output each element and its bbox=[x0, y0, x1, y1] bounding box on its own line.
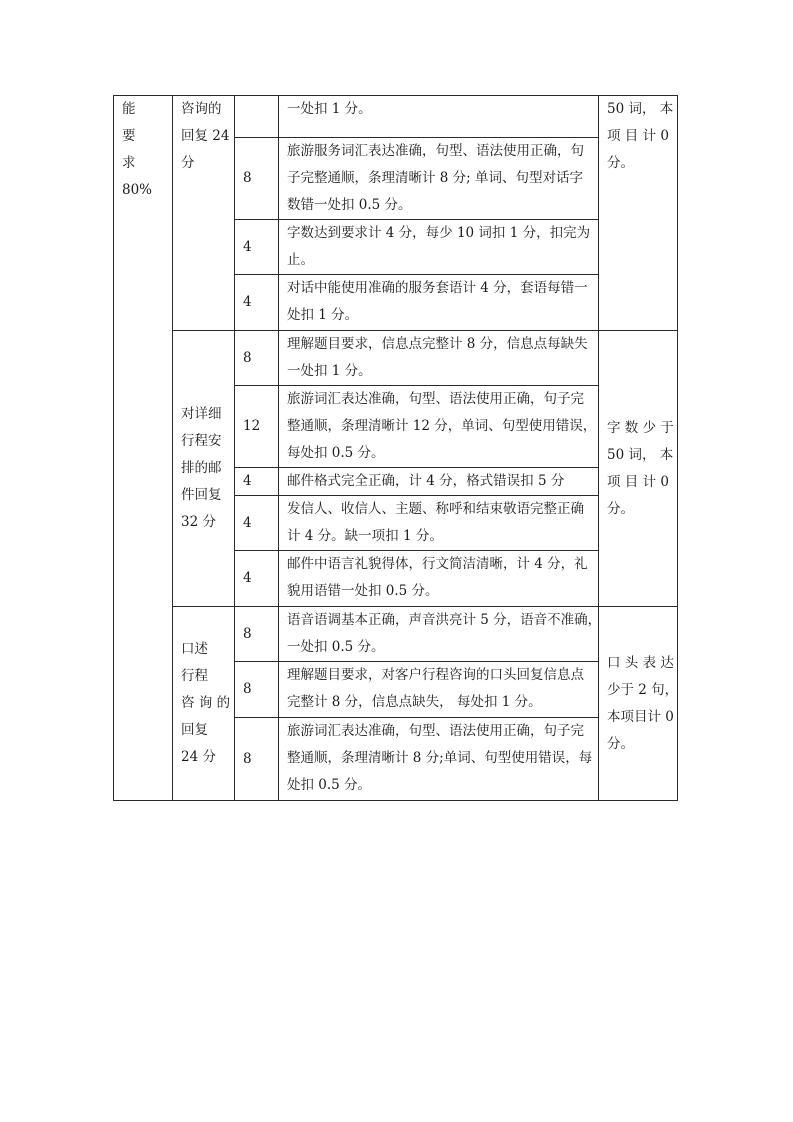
score-cell: 4 bbox=[235, 496, 279, 551]
score-cell: 8 bbox=[235, 718, 279, 801]
table-row bbox=[114, 331, 678, 386]
table-row bbox=[114, 96, 678, 138]
section-note-cell: 字 数 少 于 50 词， 本 项 目 计 0 分。 bbox=[599, 331, 678, 607]
section-title-oral-reply: 口述 行程 咨 询 的 回复 24 分 bbox=[173, 607, 235, 801]
criteria-cell: 理解题目要求，对客户行程咨询的口头回复信息点 完整计 8 分，信息点缺失， 每处扣 1 分。 bbox=[279, 662, 599, 718]
ability-requirement-cell: 能 要 求 80% bbox=[114, 96, 173, 801]
criteria-cell: 语音语调基本正确，声音洪亮计 5 分，语音不准确， 一处扣 0.5 分。 bbox=[279, 607, 599, 662]
criteria-cell: 发信人、收信人、主题、称呼和结束敬语完整正确 计 4 分。缺一项扣 1 分。 bbox=[279, 496, 599, 551]
criteria-cell: 理解题目要求，信息点完整计 8 分，信息点每缺失 一处扣 1 分。 bbox=[279, 331, 599, 386]
score-cell: 4 bbox=[235, 468, 279, 496]
criteria-cell: 旅游词汇表达准确，句型、语法使用正确，句子完 整通顺，条理清晰计 12 分，单词、句型使用错误， 每处扣 0.5 分。 bbox=[279, 386, 599, 468]
section-note-cell: 50 词， 本 项 目 计 0 分。 bbox=[599, 96, 678, 331]
criteria-cell: 邮件格式完全正确，计 4 分，格式错误扣 5 分 bbox=[279, 468, 599, 496]
scoring-rubric-table bbox=[113, 95, 678, 801]
score-cell: 8 bbox=[235, 331, 279, 386]
section-title-consultation-reply: 咨询的 回复 24 分 bbox=[173, 96, 235, 331]
score-cell: 8 bbox=[235, 138, 279, 220]
score-cell bbox=[235, 96, 279, 138]
section-note-cell: 口 头 表 达 少于 2 句， 本项目计 0 分。 bbox=[599, 607, 678, 801]
score-cell: 8 bbox=[235, 662, 279, 718]
score-cell: 4 bbox=[235, 551, 279, 607]
score-cell: 12 bbox=[235, 386, 279, 468]
score-cell: 8 bbox=[235, 607, 279, 662]
criteria-cell: 对话中能使用准确的服务套语计 4 分，套语每错一 处扣 1 分。 bbox=[279, 275, 599, 331]
score-cell: 4 bbox=[235, 275, 279, 331]
criteria-cell: 旅游词汇表达准确，句型、语法使用正确，句子完 整通顺，条理清晰计 8 分;单词、句型使用错误，每 处扣 0.5 分。 bbox=[279, 718, 599, 801]
score-cell: 4 bbox=[235, 220, 279, 275]
criteria-cell: 邮件中语言礼貌得体，行文简洁清晰，计 4 分，礼 貌用语错一处扣 0.5 分。 bbox=[279, 551, 599, 607]
criteria-cell: 字数达到要求计 4 分，每少 10 词扣 1 分，扣完为 止。 bbox=[279, 220, 599, 275]
table-row bbox=[114, 607, 678, 662]
criteria-cell: 旅游服务词汇表达准确，句型、语法使用正确，句 子完整通顺，条理清晰计 8 分; 单词、句型对话字 数错一处扣 0.5 分。 bbox=[279, 138, 599, 220]
criteria-cell: 一处扣 1 分。 bbox=[279, 96, 599, 138]
section-title-email-reply: 对详细 行程安 排的邮 件回复 32 分 bbox=[173, 331, 235, 607]
